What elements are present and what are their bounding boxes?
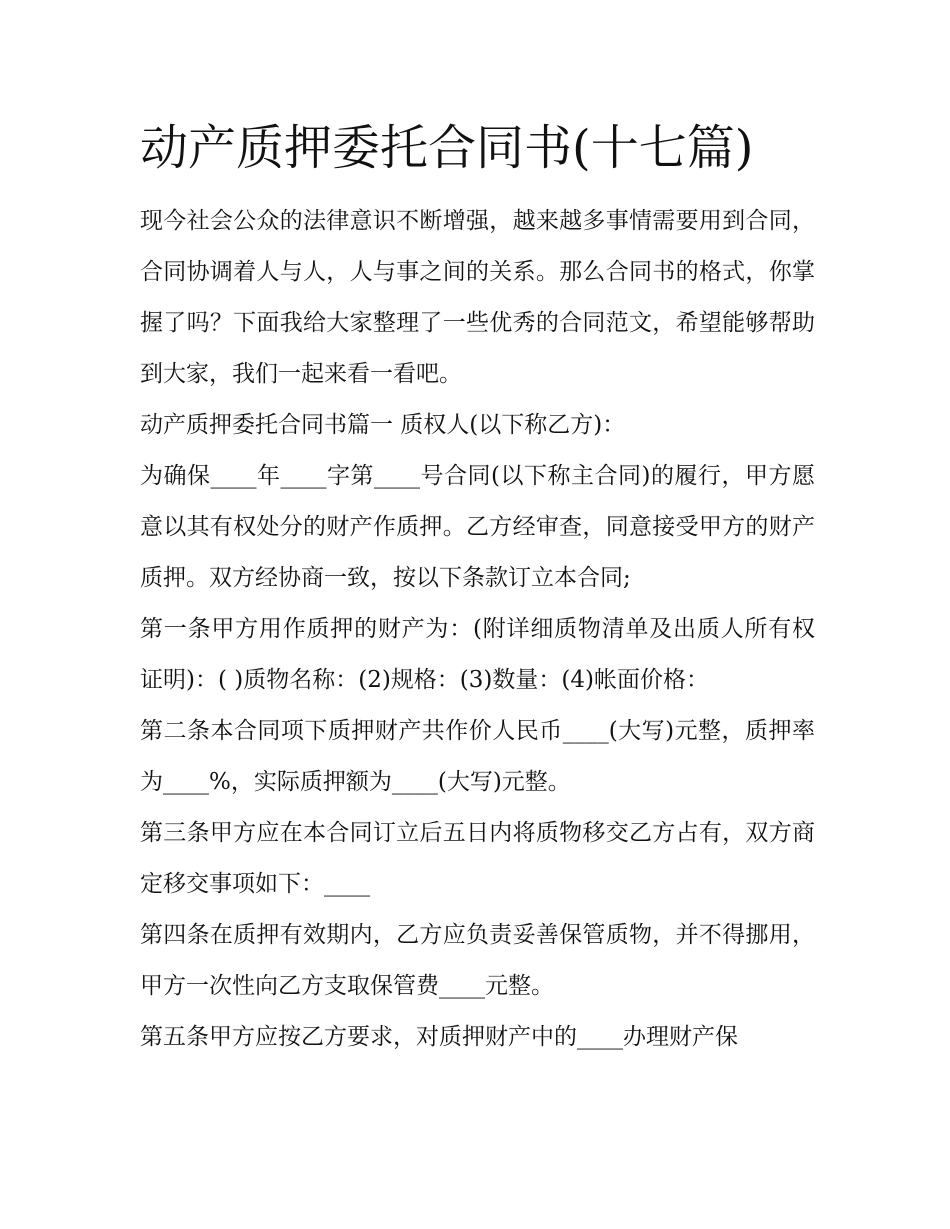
article-4: 第四条在质押有效期内，乙方应负责妥善保管质物，并不得挪用，甲方一次性向乙方支取保管费____元整。 [140, 922, 815, 999]
section-heading: 动产质押委托合同书篇一 质权人(以下称乙方)： [140, 412, 626, 438]
document-body [140, 196, 815, 1063]
article-1: 第一条甲方用作质押的财产为：(附详细质物清单及出质人所有权证明)：( )质物名称：(2)规格：(3)数量：(4)帐面价格： [140, 616, 815, 693]
document-title: 动产质押委托合同书(十七篇) [140, 120, 754, 176]
preamble-paragraph: 为确保____年____字第____号合同(以下称主合同)的履行，甲方愿意以其有权处分的财产作质押。乙方经审查，同意接受甲方的财产质押。双方经协商一致，按以下条款订立本合同; [140, 463, 815, 591]
intro-paragraph: 现今社会公众的法律意识不断增强，越来越多事情需要用到合同，合同协调着人与人，人与事之间的关系。那么合同书的格式，你掌握了吗？下面我给大家整理了一些优秀的合同范文，希望能够帮助到大家，我们一起来看一看吧。 [140, 208, 815, 387]
article-2: 第二条本合同项下质押财产共作价人民币____(大写)元整，质押率为____%，实际质押额为____(大写)元整。 [140, 718, 815, 795]
article-5: 第五条甲方应按乙方要求，对质押财产中的____办理财产保 [140, 1024, 738, 1050]
article-3: 第三条甲方应在本合同订立后五日内将质物移交乙方占有，双方商定移交事项如下：____ [140, 820, 815, 897]
